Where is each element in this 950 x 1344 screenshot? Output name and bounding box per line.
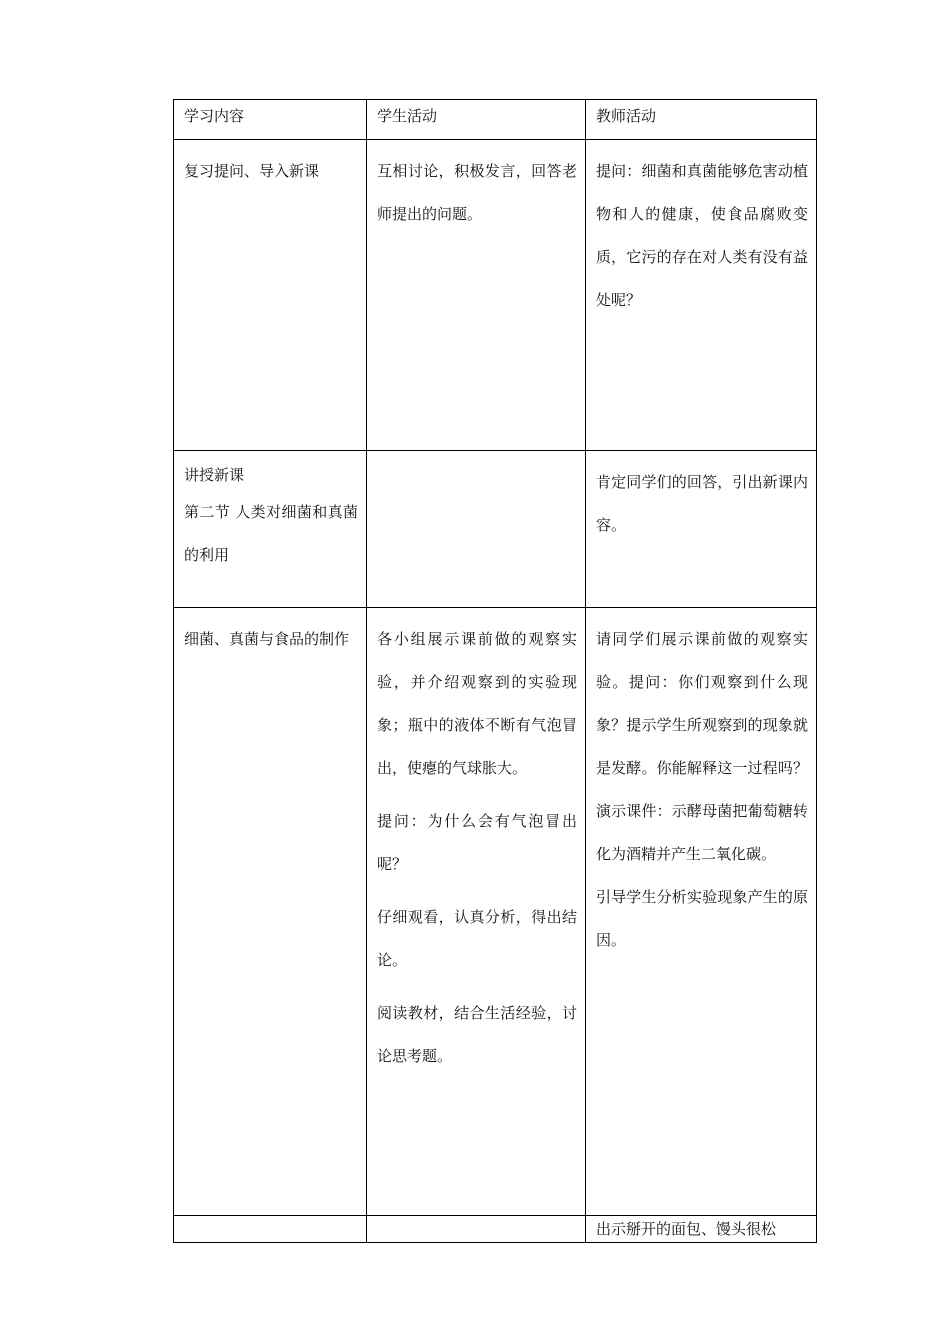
cell-text: 阅读教材，结合生活经验，讨论思考题。 bbox=[377, 1004, 577, 1065]
cell-text: 提问：为什么会有气泡冒出呢？ bbox=[377, 812, 577, 873]
table-row bbox=[174, 140, 817, 451]
cell-text: 细菌、真菌与食品的制作 bbox=[184, 630, 350, 648]
cell-student-activity bbox=[367, 451, 586, 608]
cell-teacher-activity bbox=[586, 451, 817, 608]
cell-student-activity bbox=[367, 608, 586, 1216]
cell-learning-content bbox=[174, 608, 367, 1216]
table-row bbox=[174, 451, 817, 608]
cell-text: 提问：细菌和真菌能够危害动植物和人的健康，使食品腐败变质，它污的存在对人类有没有益处呢？ bbox=[596, 162, 808, 309]
cell-text: 肯定同学们的回答，引出新课内容。 bbox=[596, 473, 808, 534]
header-learning-content: 学习内容 bbox=[174, 100, 367, 140]
cell-learning-content bbox=[174, 1216, 367, 1243]
cell-teacher-activity bbox=[586, 608, 817, 1216]
cell-text: 各小组展示课前做的观察实验，并介绍观察到的实验现象；瓶中的液体不断有气泡冒出，使瘪的气球胀大。 bbox=[377, 630, 577, 777]
table-row bbox=[174, 1216, 817, 1243]
lesson-plan-table bbox=[173, 99, 817, 1243]
cell-learning-content bbox=[174, 140, 367, 451]
cell-teacher-activity bbox=[586, 140, 817, 451]
cell-text: 引导学生分析实验现象产生的原因。 bbox=[596, 888, 808, 949]
table-header-row bbox=[174, 100, 817, 140]
table-row bbox=[174, 608, 817, 1216]
header-student-activity: 学生活动 bbox=[367, 100, 586, 140]
cell-text: 第二节 人类对细菌和真菌的利用 bbox=[184, 503, 358, 564]
header-teacher-activity: 教师活动 bbox=[586, 100, 817, 140]
cell-text: 出示掰开的面包、馒头很松 bbox=[596, 1220, 777, 1238]
cell-text: 请同学们展示课前做的观察实验。提问：你们观察到什么现象？提示学生所观察到的现象就是发酵。你能解释这一过程吗？演示课件：示酵母菌把葡萄糖转化为酒精并产生二氧化碳。 bbox=[596, 630, 808, 863]
cell-learning-content bbox=[174, 451, 367, 608]
cell-text: 复习提问、导入新课 bbox=[184, 162, 320, 180]
cell-student-activity bbox=[367, 140, 586, 451]
cell-text: 仔细观看，认真分析，得出结论。 bbox=[377, 908, 577, 969]
cell-teacher-activity bbox=[586, 1216, 817, 1243]
cell-text: 讲授新课 bbox=[184, 466, 245, 484]
cell-student-activity bbox=[367, 1216, 586, 1243]
cell-text: 互相讨论，积极发言，回答老师提出的问题。 bbox=[377, 162, 577, 223]
